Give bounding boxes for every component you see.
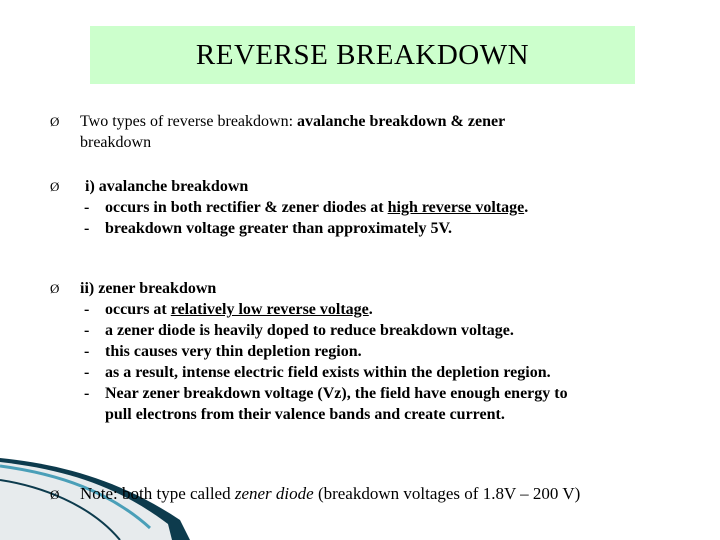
bullet-arrow-icon: Ø <box>50 487 60 502</box>
note-italic-term: zener diode <box>234 484 314 503</box>
bullet-1-line-1 <box>80 111 705 132</box>
bullet-4-note <box>80 483 580 505</box>
bullet-arrow-icon: Ø <box>50 281 60 296</box>
bullet-arrow-icon: Ø <box>50 179 60 194</box>
dash: - <box>84 364 90 381</box>
bullet-3-item-1 <box>80 299 705 320</box>
bullet-2 <box>80 176 705 239</box>
bullet-1-bold: avalanche breakdown & zener <box>297 113 506 130</box>
bullet-3 <box>80 278 705 425</box>
slide-title: REVERSE BREAKDOWN <box>195 38 530 71</box>
bullet-2-item-1 <box>80 197 705 218</box>
bullet-3-item-1-period: . <box>368 301 373 318</box>
bullet-3-continuation: pull electrons from their valence bands and create current. <box>105 406 505 423</box>
bullet-1-line-2: breakdown <box>80 134 152 151</box>
bullet-2-item-1-period: . <box>524 199 529 216</box>
bullet-3-item-2 <box>80 320 705 341</box>
title-box <box>90 26 635 84</box>
dash: - <box>84 385 90 402</box>
note-suffix: (breakdown voltages of 1.8V – 200 V) <box>313 484 581 503</box>
bullet-3-item-1-underlined: relatively low reverse voltage <box>170 301 369 318</box>
note-prefix: Note: both type called <box>80 484 235 503</box>
bullet-3-item-4 <box>80 362 705 383</box>
bullet-1-prefix: Two types of reverse breakdown: <box>80 113 298 130</box>
bullet-2-item-2 <box>80 218 705 239</box>
bullet-3-item-2-text: a zener diode is heavily doped to reduce breakdown voltage. <box>105 322 514 339</box>
bullet-2-item-1-text: occurs in both rectifier & zener diodes at <box>105 199 388 216</box>
bullet-3-item-4-text: as a result, intense electric field exists within the depletion region. <box>105 364 551 381</box>
dash: - <box>84 322 90 339</box>
dash: - <box>84 301 90 318</box>
bullet-3-item-3-text: this causes very thin depletion region. <box>105 343 362 360</box>
bullet-1 <box>80 111 705 153</box>
bullet-2-item-2-text: breakdown voltage greater than approximately 5V. <box>105 220 452 237</box>
bullet-3-item-5-text: Near zener breakdown voltage (Vz), the field have enough energy to <box>105 385 568 402</box>
dash: - <box>84 343 90 360</box>
bullet-3-item-3 <box>80 341 705 362</box>
bullet-3-heading: ii) zener breakdown <box>80 280 217 297</box>
bullet-3-item-5 <box>80 383 705 404</box>
bullet-2-item-1-underlined: high reverse voltage <box>387 199 525 216</box>
dash: - <box>84 199 90 216</box>
bullet-arrow-icon: Ø <box>50 114 60 129</box>
bullet-2-heading: i) avalanche breakdown <box>85 178 249 195</box>
dash: - <box>84 220 90 237</box>
bullet-3-item-1-text: occurs at <box>105 301 171 318</box>
